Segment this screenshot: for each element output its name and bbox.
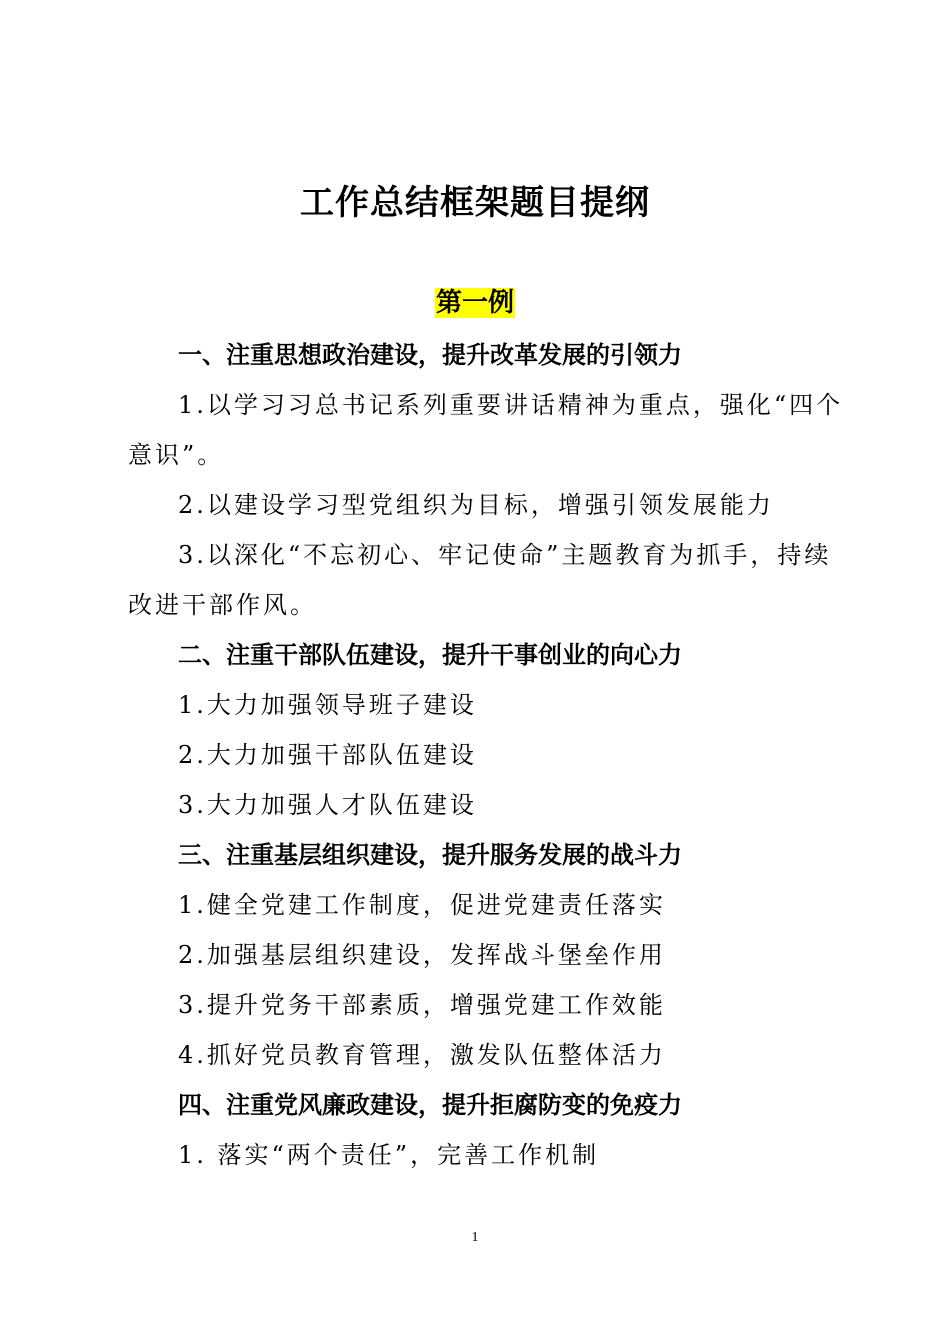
section-heading-2: 二、注重干部队伍建设，提升干事创业的向心力 xyxy=(178,641,682,669)
section-3-item-3: 3.提升党务干部素质，增强党建工作效能 xyxy=(178,991,666,1019)
section-2-item-3: 3.大力加强人才队伍建设 xyxy=(178,791,477,819)
section-2-item-2: 2.大力加强干部队伍建设 xyxy=(178,741,477,769)
document-title: 工作总结框架题目提纲 xyxy=(300,183,650,223)
example-label-highlight: 第一例 xyxy=(435,288,514,318)
section-1-item-1-continuation: 意识”。 xyxy=(128,441,225,469)
example-label xyxy=(0,283,950,323)
section-4-item-1: 1. 落实“两个责任”，完善工作机制 xyxy=(178,1141,600,1169)
section-2-item-1: 1.大力加强领导班子建设 xyxy=(178,691,477,719)
section-heading-4: 四、注重党风廉政建设，提升拒腐防变的免疫力 xyxy=(178,1091,682,1119)
section-3-item-1: 1.健全党建工作制度，促进党建责任落实 xyxy=(178,891,666,919)
section-1-item-1: 1.以学习习总书记系列重要讲话精神为重点，强化“四个 xyxy=(178,391,844,419)
section-1-item-2: 2.以建设学习型党组织为目标，增强引领发展能力 xyxy=(178,491,774,519)
section-3-item-2: 2.加强基层组织建设，发挥战斗堡垒作用 xyxy=(178,941,666,969)
section-3-item-4: 4.抓好党员教育管理，激发队伍整体活力 xyxy=(178,1041,666,1069)
section-1-item-3: 3.以深化“不忘初心、牢记使命”主题教育为抓手，持续 xyxy=(178,541,832,569)
page-number: 1 xyxy=(471,1230,479,1245)
section-heading-1: 一、注重思想政治建设，提升改革发展的引领力 xyxy=(178,341,682,369)
section-1-item-3-continuation: 改进干部作风。 xyxy=(128,591,317,619)
section-heading-3: 三、注重基层组织建设，提升服务发展的战斗力 xyxy=(178,841,682,869)
